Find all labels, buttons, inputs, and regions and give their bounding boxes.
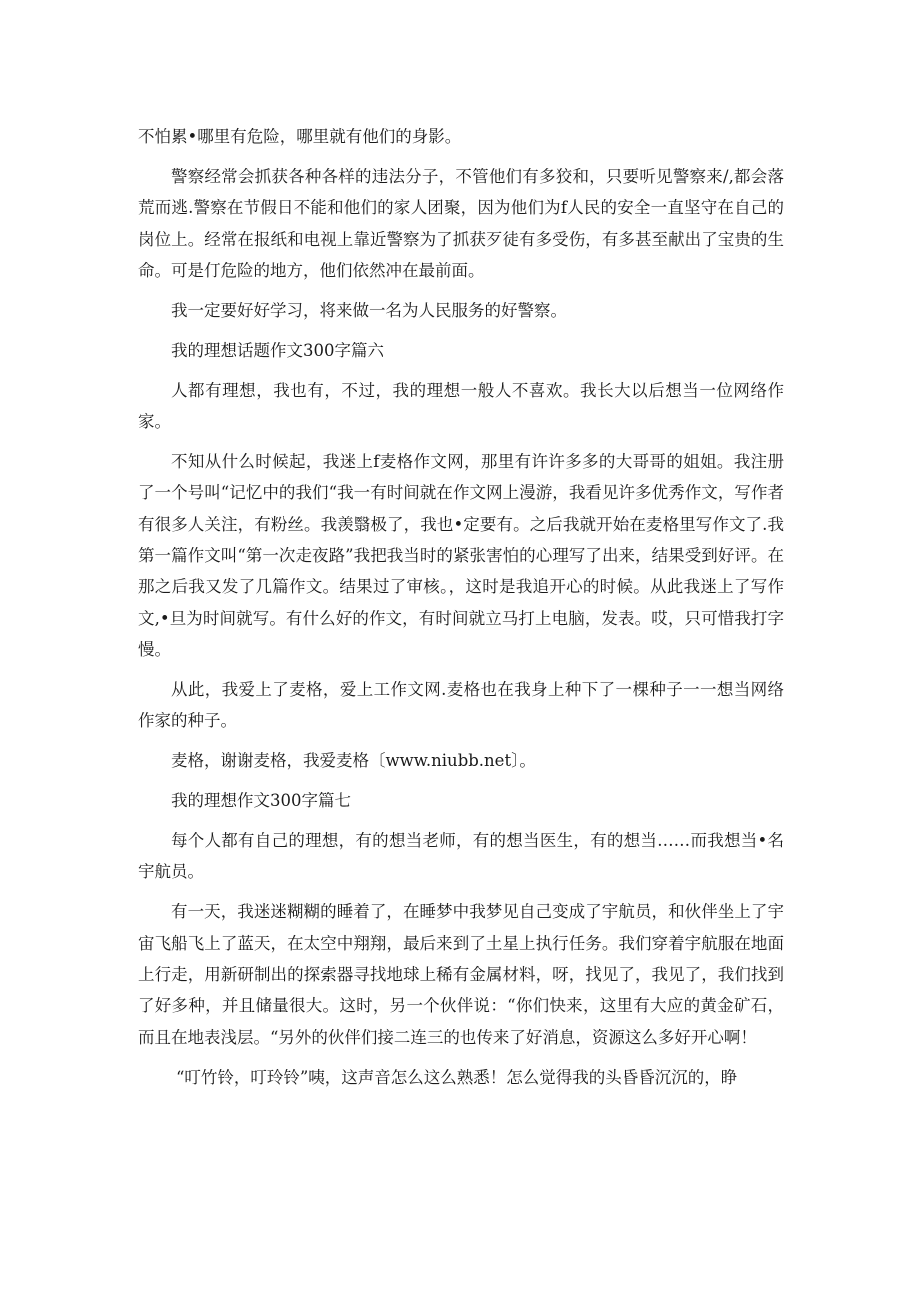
paragraph-8: 每个人都有自己的理想，有的想当老师，有的想当医生，有的想当……而我想当•名宇航员。 xyxy=(138,831,784,882)
paragraph-10: “叮竹铃，叮玲铃”咦，这声音怎么这么熟悉！怎么觉得我的头昏昏沉沉的，睁 xyxy=(175,1067,738,1087)
paragraph-6: 从此，我爱上了麦格，爱上工作文网.麦格也在我身上种下了一棵种子一一想当网络作家的种子。 xyxy=(138,679,784,731)
paragraph-4: 人都有理想，我也有，不过，我的理想一般人不喜欢。我长大以后想当一位网络作家。 xyxy=(138,380,784,432)
section-heading-7: 我的理想作文300字篇七 xyxy=(171,791,351,811)
paragraph-7: 麦格，谢谢麦格，我爱麦格〔www.niubb.net〕。 xyxy=(171,751,536,771)
paragraph-2: 警察经常会抓获各种各样的违法分子，不管他们有多狡和，只要听见警察来/,都会落荒而逃.警察在节假日不能和他们的家人团聚，因为他们为f人民的安全一直坚守在自己的岗位上。经常在报纸和电视上靠近警察为了抓获歹徒有多受伤，有多甚至献出了宝贵的生命。可是仃危险的地方，他们依然冲在最前面。 xyxy=(138,166,784,280)
paragraph-5: 不知从什么时候起，我迷上f麦格作文网，那里有许许多多的大哥哥的姐姐。我注册了一个号叫“记忆中的我们“我一有时间就在作文网上漫游，我看见许多优秀作文，写作者有很多人关注，有粉丝。我羡翳极了，我也•定要有。之后我就开始在麦格里写作文了.我第一篇作文叫“第一次走夜路”我把我当时的紧张害怕的心理写了出来，结果受到好评。在那之后我又发了几篇作文。结果过了审核。，这时是我追开心的时候。从此我迷上了写作文,•旦为时间就写。有什么好的作文，有时间就立马打上电脑，发表。哎，只可惜我打字慢。 xyxy=(138,452,784,659)
paragraph-9: 有一天，我迷迷糊糊的睡着了，在睡梦中我梦见自己变成了宇航员，和伙伴坐上了宇宙飞船飞上了蓝天，在太空中翔翔，最后来到了土星上执行任务。我们穿着宇航服在地面上行走，用新研制出的探索器寻找地球上稀有金属材料，呀，找见了，我见了，我们找到了好多种，并且储量很大。这时，另一个伙伴说：“你们快来，这里有大应的黄金矿石，而且在地表浅层。“另外的伙伴们接二连三的也传来了好消息，资源这么多好开心啊！ xyxy=(138,902,784,1047)
document-page xyxy=(138,121,784,1102)
section-heading-6: 我的理想话题作文300字篇六 xyxy=(171,340,384,360)
paragraph-3: 我一定要好好学习，将来做一名为人民服务的好警察。 xyxy=(171,300,567,320)
paragraph-1: 不怕累•哪里有危险，哪里就有他们的身影。 xyxy=(138,127,462,146)
